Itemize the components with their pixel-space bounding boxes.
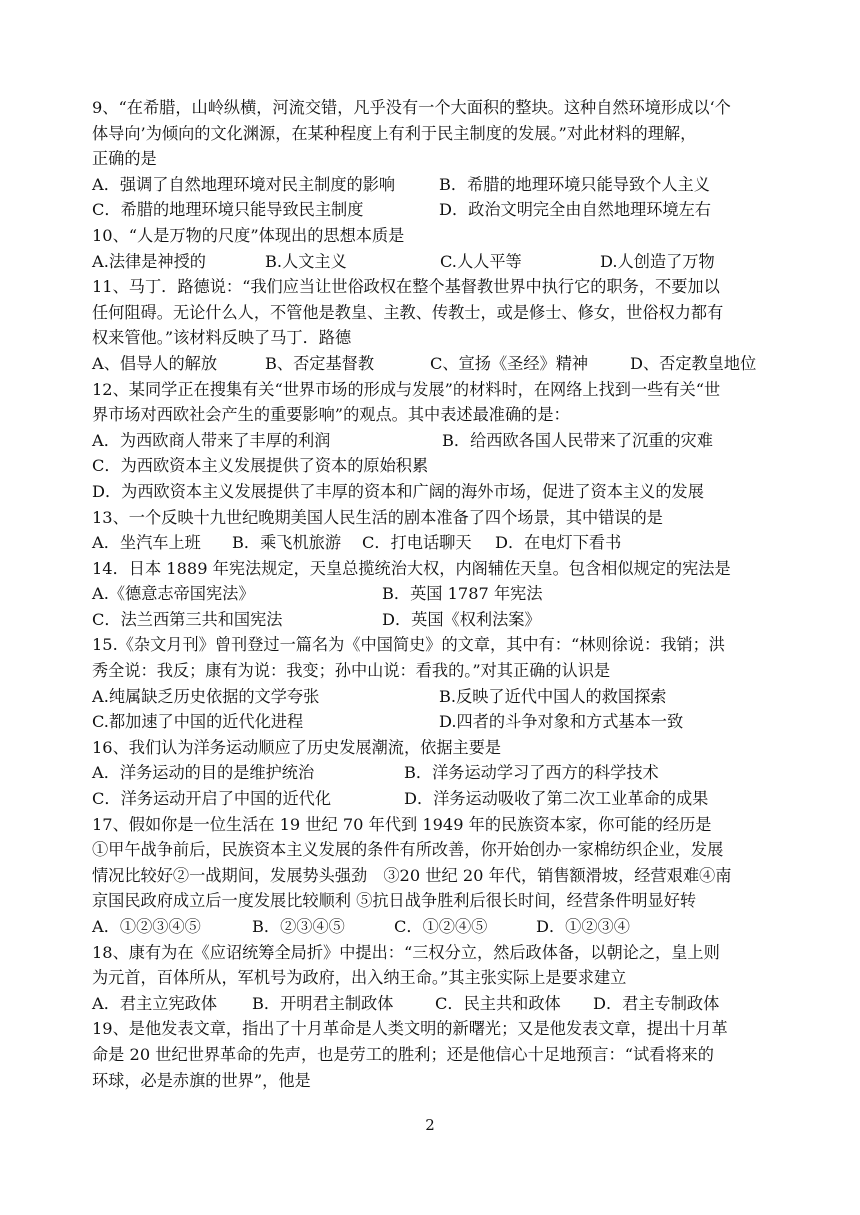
option-d: D．为西欧资本主义发展提供了丰厚的资本和广阔的海外市场，促进了资本主义的发展 <box>92 481 704 501</box>
option-d: D．①②③④ <box>536 917 630 936</box>
option-row <box>92 530 782 556</box>
option-a: A.法律是神授的 <box>92 251 206 271</box>
option-b: B、否定基督教 <box>265 353 375 373</box>
question-10 <box>92 223 782 274</box>
option-row <box>92 581 782 607</box>
option-row <box>92 607 782 633</box>
question-text-line: 16、我们认为洋务运动顺应了历史发展潮流，依据主要是 <box>92 737 502 757</box>
option-c: C．希腊的地理环境只能导致民主制度 <box>92 200 364 220</box>
option-a: A．①②③④⑤ <box>92 917 201 936</box>
question-15 <box>92 632 782 734</box>
option-c: C．为西欧资本主义发展提供了资本的原始积累 <box>92 456 429 476</box>
option-d: D.人创造了万物 <box>600 251 715 271</box>
option-row <box>92 479 782 505</box>
question-text-line: 15.《杂文月刊》曾刊登过一篇名为《中国简史》的文章，其中有：“林则徐说：我销；洪 <box>92 635 725 655</box>
question-14 <box>92 556 782 633</box>
option-c: C、宣扬《圣经》精神 <box>430 353 589 373</box>
option-a: A．洋务运动的目的是维护统治 <box>92 763 315 783</box>
option-b: B．英国 1787 年宪法 <box>382 584 543 604</box>
question-text-line: 14．日本 1889 年宪法规定，天皇总揽统治大权，内阁辅佐天皇。包含相似规定的宪法是 <box>92 558 731 578</box>
question-13 <box>92 505 782 556</box>
option-a: A．君主立宪政体 <box>92 993 218 1013</box>
option-d: D.四者的斗争对象和方式基本一致 <box>439 712 684 732</box>
option-row <box>92 786 782 812</box>
question-text-line: 为元首，百体所从，军机号为政府，出入纳王命。”其主张实际上是要求建立 <box>92 968 627 988</box>
question-text-line: 命是 20 世纪世界革命的先声，也是劳工的胜利；还是他信心十足地预言：“试看将来的 <box>92 1044 714 1064</box>
option-c: C．洋务运动开启了中国的近代化 <box>92 789 332 809</box>
option-b: B.反映了近代中国人的救国探索 <box>439 686 667 706</box>
option-b: B．乘飞机旅游 <box>232 533 342 553</box>
question-16 <box>92 735 782 812</box>
question-11 <box>92 274 782 376</box>
option-row <box>92 428 782 454</box>
option-row <box>92 172 782 198</box>
option-a: A．坐汽车上班 <box>92 533 201 553</box>
option-c: C.人人平等 <box>440 251 522 271</box>
question-text-line: 京国民政府成立后一度发展比较顺利 ⑤抗日战争胜利后很长时间，经营条件明显好转 <box>92 891 697 911</box>
question-12 <box>92 377 782 505</box>
option-a: A.纯属缺乏历史依据的文学夸张 <box>92 686 320 706</box>
question-text-line: 环球，必是赤旗的世界”，他是 <box>92 1070 311 1090</box>
option-b: B．希腊的地理环境只能导致个人主义 <box>439 174 710 194</box>
option-c: C．法兰西第三共和国宪法 <box>92 609 283 629</box>
question-text-line: 界市场对西欧社会产生的重要影响”的观点。其中表述最准确的是： <box>92 405 570 425</box>
option-b: B．开明君主制政体 <box>252 993 394 1013</box>
option-row <box>92 760 782 786</box>
option-row <box>92 197 782 223</box>
option-row <box>92 249 782 275</box>
option-row <box>92 684 782 710</box>
option-d: D．洋务运动吸收了第二次工业革命的成果 <box>404 789 709 809</box>
question-text-line: 权来管他。”该材料反映了马丁．路德 <box>92 328 352 348</box>
question-text-line: 秀全说：我反；康有为说：我变；孙中山说：看我的。”对其正确的认识是 <box>92 661 611 681</box>
option-b: B．洋务运动学习了西方的科学技术 <box>404 763 659 783</box>
question-text-line: 11、马丁．路德说：“我们应当让世俗政权在整个基督教世界中执行它的职务，不要加以 <box>92 277 720 297</box>
option-d: D、否定教皇地位 <box>630 353 757 373</box>
option-b: B．②③④⑤ <box>252 917 345 936</box>
option-d: D．在电灯下看书 <box>495 533 622 553</box>
question-text-line: 任何阻碍。无论什么人，不管他是教皇、主教、传教士，或是修士、修女，世俗权力都有 <box>92 302 724 322</box>
option-c: C．民主共和政体 <box>435 993 561 1013</box>
question-text-line: 17、假如你是一位生活在 19 世纪 70 年代到 1949 年的民族资本家，你可能的经历是 <box>92 814 712 834</box>
option-a: A．强调了自然地理环境对民主制度的影响 <box>92 174 396 194</box>
option-row <box>92 453 782 479</box>
question-18 <box>92 940 782 1017</box>
question-9 <box>92 95 782 223</box>
option-d: D．君主专制政体 <box>593 993 720 1013</box>
option-row <box>92 991 782 1017</box>
question-text-line: 正确的是 <box>92 149 157 169</box>
question-text-line: 13、一个反映十九世纪晚期美国人民生活的剧本准备了四个场景，其中错误的是 <box>92 507 663 527</box>
question-text-line: 10、“人是万物的尺度”体现出的思想本质是 <box>92 225 405 245</box>
page-number: 2 <box>425 1116 435 1134</box>
option-d: D．英国《权利法案》 <box>382 609 541 629</box>
question-text-line: 18、康有为在《应诏统筹全局折》中提出：“三权分立，然后政体备，以朝论之，皇上则 <box>92 942 720 962</box>
option-a: A、倡导人的解放 <box>92 353 218 373</box>
question-text-line: 19、是他发表文章，指出了十月革命是人类文明的新曙光；又是他发表文章，提出十月革 <box>92 1019 728 1039</box>
question-text-line: ①甲午战争前后，民族资本主义发展的条件有所改善，你开始创办一家棉纺织企业，发展 <box>92 840 724 860</box>
question-text-line: 9、“在希腊，山岭纵横，河流交错，凡乎没有一个大面积的整块。这种自然环境形成以‘个 <box>92 98 731 117</box>
question-text-line: 体导向’为倾向的文化渊源，在某种程度上有利于民主制度的发展。”对此材料的理解， <box>92 123 697 143</box>
option-b: B．给西欧各国人民带来了沉重的灾难 <box>442 430 713 450</box>
question-text-line: 12、某同学正在搜集有关“世界市场的形成与发展”的材料时，在网络上找到一些有关“世 <box>92 379 721 399</box>
option-c: C.都加速了中国的近代化进程 <box>92 712 304 732</box>
option-c: C．①②④⑤ <box>394 917 488 936</box>
question-text-line: 情况比较好②一战期间，发展势头强劲 ③20 世纪 20 年代，销售额滑坡，经营艰难④南 <box>92 865 732 885</box>
question-19 <box>92 1016 782 1093</box>
option-d: D．政治文明完全由自然地理环境左右 <box>439 200 711 220</box>
option-c: C．打电话聊天 <box>362 533 472 553</box>
option-row <box>92 914 782 940</box>
question-list <box>92 95 782 1093</box>
option-b: B.人文主义 <box>265 251 347 271</box>
option-a: A．为西欧商人带来了丰厚的利润 <box>92 430 331 450</box>
question-17 <box>92 812 782 940</box>
option-row <box>92 709 782 735</box>
option-a: A.《德意志帝国宪法》 <box>92 584 255 604</box>
option-row <box>92 351 782 377</box>
